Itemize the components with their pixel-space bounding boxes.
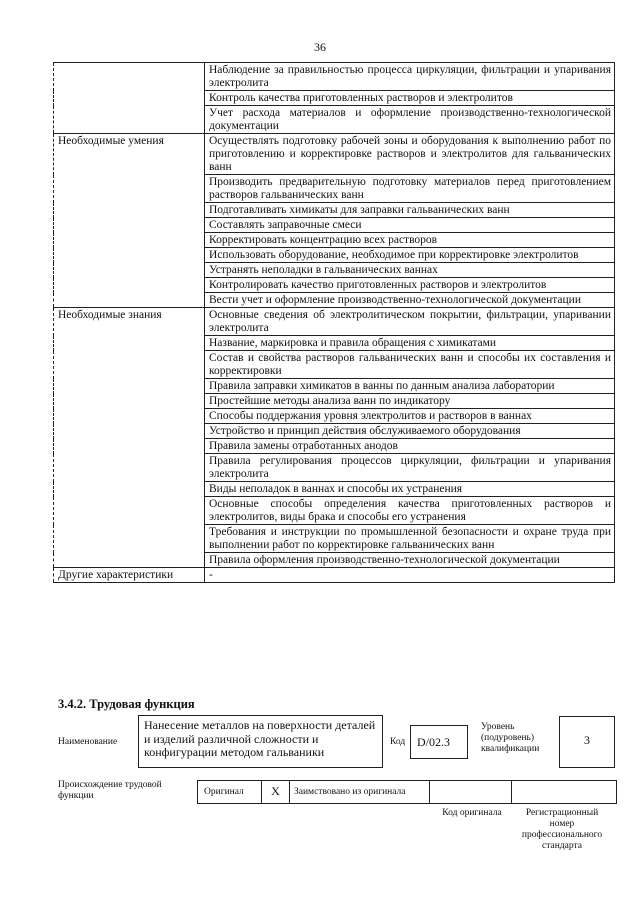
table-row xyxy=(54,134,615,175)
row-item: Составлять заправочные смеси xyxy=(205,218,615,233)
origin-label: Происхождение трудовой функции xyxy=(58,780,162,801)
row-item: Состав и свойства растворов гальванических ванн и способы их составления и корректировки xyxy=(205,351,615,379)
table-row xyxy=(54,308,615,336)
function-code-box: D/02.3 xyxy=(410,725,468,759)
page-number: 36 xyxy=(314,40,326,54)
level-label: Уровень (подуровень) квалификации xyxy=(481,722,540,754)
row-item: Подготавливать химикаты для заправки гальванических ванн xyxy=(205,203,615,218)
row-item: Виды неполадок в ваннах и способы их устранения xyxy=(205,482,615,497)
row-label: Необходимые знания xyxy=(54,308,205,568)
code-original-label: Код оригинала xyxy=(442,808,502,818)
row-item: Наблюдение за правильностью процесса циркуляции, фильтрации и упаривания электролита xyxy=(205,63,615,91)
code-original-cell xyxy=(430,781,512,803)
section-title: 3.4.2. Трудовая функция xyxy=(58,697,195,711)
original-mark: X xyxy=(262,781,290,803)
row-item: Устранять неполадки в гальванических ваннах xyxy=(205,263,615,278)
row-item: Использовать оборудование, необходимое при корректировке электролитов xyxy=(205,248,615,263)
row-item: Название, маркировка и правила обращения с химикатами xyxy=(205,336,615,351)
row-item: Основные сведения об электролитическом покрытии, фильтрации, упаривании электролита xyxy=(205,308,615,336)
row-item: Простейшие методы анализа ванн по индикатору xyxy=(205,394,615,409)
row-item: Осуществлять подготовку рабочей зоны и оборудования к выполнению работ по приготовлению и корректировке растворов и электролитов для гальванических ванн xyxy=(205,134,615,175)
row-item: Учет расхода материалов и оформление производственно-технологической документации xyxy=(205,106,615,134)
row-item: Контроль качества приготовленных растворов и электролитов xyxy=(205,91,615,106)
row-item: Устройство и принцип действия обслуживаемого оборудования xyxy=(205,424,615,439)
row-item: Требования и инструкции по промышленной безопасности и охране труда при выполнении работ по корректировке гальванических ванн xyxy=(205,525,615,553)
row-item: Правила заправки химикатов в ванны по данным анализа лаборатории xyxy=(205,379,615,394)
row-item: Способы поддержания уровня электролитов и растворов в ваннах xyxy=(205,409,615,424)
name-label: Наименование xyxy=(58,737,118,747)
row-item: Контролировать качество приготовленных растворов и электролитов xyxy=(205,278,615,293)
row-item: Правила замены отработанных анодов xyxy=(205,439,615,454)
qualification-level-box: 3 xyxy=(559,716,615,768)
row-item: Правила оформления производственно-технологической документации xyxy=(205,553,615,568)
row-item: Корректировать концентрацию всех растворов xyxy=(205,233,615,248)
requirements-table xyxy=(53,62,615,583)
table-row xyxy=(54,568,615,583)
origin-row xyxy=(197,780,617,804)
reg-number-cell xyxy=(512,781,616,803)
code-label: Код xyxy=(390,737,406,747)
row-item: Производить предварительную подготовку материалов перед приготовлением растворов гальванических ванн xyxy=(205,175,615,203)
reg-number-label: Регистрационный номер профессионального стандарта xyxy=(521,808,603,851)
row-item: - xyxy=(205,568,615,583)
row-item: Основные способы определения качества приготовленных растворов и электролитов, виды брака и способы его устранения xyxy=(205,497,615,525)
row-label xyxy=(54,63,205,134)
row-item: Вести учет и оформление производственно-технологической документации xyxy=(205,293,615,308)
row-label: Необходимые умения xyxy=(54,134,205,308)
row-label: Другие характеристики xyxy=(54,568,205,583)
borrowed-cell: Заимствовано из оригинала xyxy=(290,781,430,803)
original-cell: Оригинал xyxy=(198,781,262,803)
table-row xyxy=(54,63,615,91)
function-name-box: Нанесение металлов на поверхности деталей и изделий различной сложности и конфигурации методом гальваники xyxy=(138,715,383,768)
row-item: Правила регулирования процессов циркуляции, фильтрации и упаривания электролита xyxy=(205,454,615,482)
